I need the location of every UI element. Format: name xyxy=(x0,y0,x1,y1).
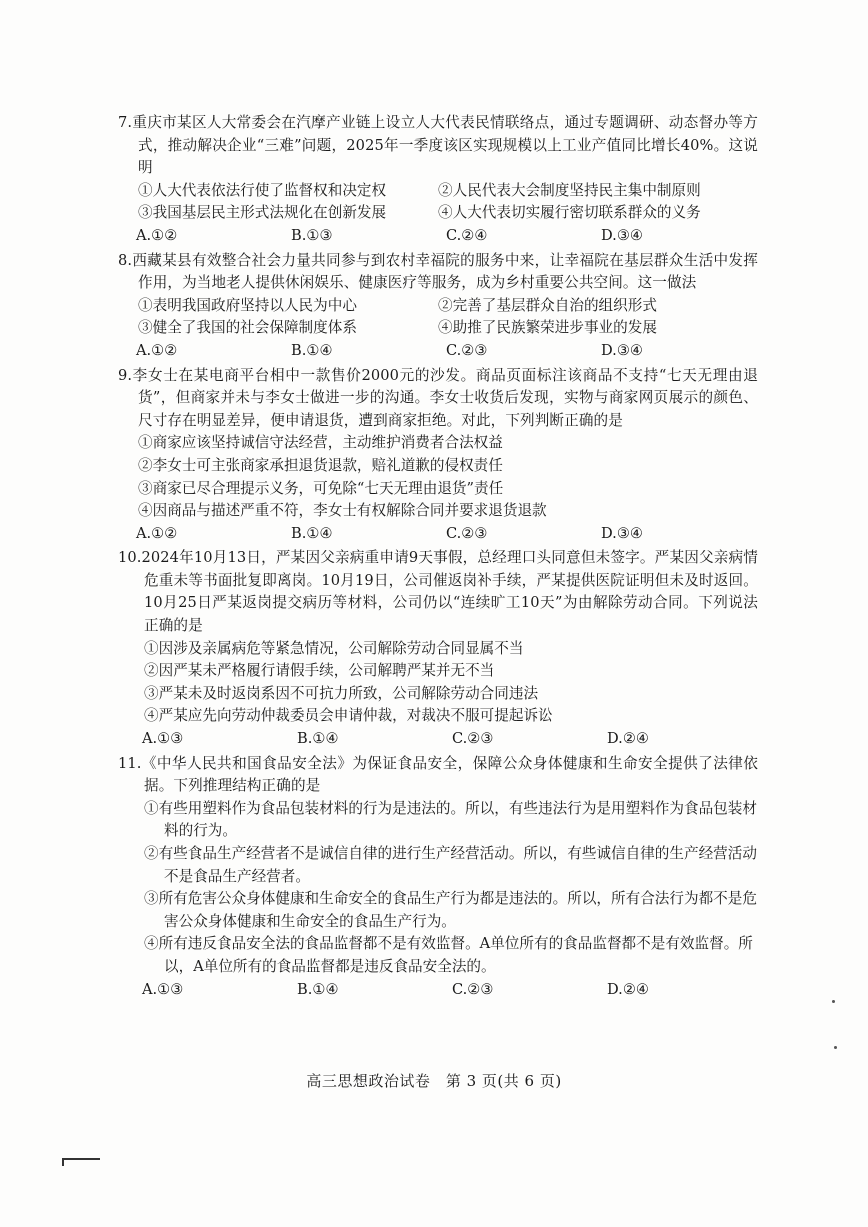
statement-3: ③所有危害公众身体健康和生命安全的食品生产行为都是违法的。所以，所有合法行为都不是危害公众身体健康和生命安全的食品生产行为。 xyxy=(144,890,757,930)
option-b: B.①④ xyxy=(297,980,339,998)
option-a: A.①③ xyxy=(142,980,184,998)
statement-2: ②有些食品生产经营者不是诚信自律的进行生产经营活动。所以，有些诚信自律的生产经营活动不是食品生产经营者。 xyxy=(144,845,757,885)
statement-list xyxy=(118,180,758,225)
option-d: D.③④ xyxy=(601,226,643,244)
question-stem: 11.《中华人民共和国食品安全法》为保证食品安全，保障公众身体健康和生命安全提供了法律依据。下列推理结构正确的是 xyxy=(118,754,758,795)
scan-speck xyxy=(834,1046,837,1049)
statement-2: ②完善了基层群众自治的组织形式 xyxy=(438,296,657,314)
option-c: C.②④ xyxy=(446,226,488,244)
option-a: A.①③ xyxy=(142,730,184,748)
question-stem: 7.重庆市某区人大常委会在汽摩产业链上设立人大代表民情联络点，通过专题调研、动态督办等方式，推动解决企业“三难”问题，2025年一季度该区实现规模以上工业产值同比增长40%。这说明 xyxy=(118,114,758,177)
statement-4: ④严某应先向劳动仲裁委员会申请仲裁，对裁决不服可提起诉讼 xyxy=(144,707,553,725)
statement-3: ③健全了我国的社会保障制度体系 xyxy=(138,319,357,337)
statement-list xyxy=(118,638,758,728)
answer-options xyxy=(118,979,758,1002)
statement-2: ②李女士可主张商家承担退货退款，赔礼道歉的侵权责任 xyxy=(138,456,503,474)
question-11 xyxy=(118,753,758,1002)
scan-speck xyxy=(832,1000,835,1003)
statement-2: ②因严某未严格履行请假手续，公司解聘严某并无不当 xyxy=(144,662,495,680)
statement-1: ①人大代表依法行使了监督权和决定权 xyxy=(138,181,387,199)
statement-4: ④助推了民族繁荣进步事业的发展 xyxy=(438,319,657,337)
statement-3: ③严某未及时返岗系因不可抗力所致，公司解除劳动合同违法 xyxy=(144,684,539,702)
option-b: B.①④ xyxy=(297,730,339,748)
answer-options xyxy=(118,728,758,751)
statement-2: ②人民代表大会制度坚持民主集中制原则 xyxy=(438,181,701,199)
option-c: C.②③ xyxy=(446,341,488,359)
statement-list xyxy=(118,432,758,522)
option-a: A.①② xyxy=(136,524,178,542)
question-list xyxy=(118,112,758,1003)
question-9 xyxy=(118,365,758,546)
statement-1: ①表明我国政府坚持以人民为中心 xyxy=(138,296,357,314)
question-10 xyxy=(118,547,758,750)
option-a: A.①② xyxy=(136,341,178,359)
option-c: C.②③ xyxy=(452,730,494,748)
option-b: B.①③ xyxy=(291,226,333,244)
statement-list xyxy=(118,798,758,979)
option-b: B.①④ xyxy=(291,341,333,359)
answer-options xyxy=(118,340,758,363)
statement-1: ①有些用塑料作为食品包装材料的行为是违法的。所以，有些违法行为是用塑料作为食品包装材料的行为。 xyxy=(144,799,757,840)
option-d: D.③④ xyxy=(601,341,643,359)
question-8 xyxy=(118,250,758,363)
option-d: D.②④ xyxy=(607,980,649,998)
question-stem: 8.西藏某县有效整合社会力量共同参与到农村幸福院的服务中来，让幸福院在基层群众生活中发挥作用，为当地老人提供休闲娱乐、健康医疗等服务，成为乡村重要公共空间。这一做法 xyxy=(118,251,758,292)
option-a: A.①② xyxy=(136,226,178,244)
option-d: D.③④ xyxy=(601,524,643,542)
answer-options xyxy=(118,523,758,546)
option-c: C.②③ xyxy=(446,524,488,542)
question-7 xyxy=(118,112,758,248)
scan-edge-mark xyxy=(62,1158,100,1166)
statement-1: ①因涉及亲属病危等紧急情况，公司解除劳动合同显属不当 xyxy=(144,639,524,657)
answer-options xyxy=(118,225,758,248)
page-footer: 高三思想政治试卷 第 3 页(共 6 页) xyxy=(306,1072,562,1090)
option-d: D.②④ xyxy=(607,730,649,748)
statement-list xyxy=(118,295,758,340)
statement-4: ④所有违反食品安全法的食品监督都不是有效监督。A单位所有的食品监督都不是有效监督。所以，A单位所有的食品监督都是违反食品安全法的。 xyxy=(144,935,753,975)
statement-3: ③我国基层民主形式法规化在创新发展 xyxy=(138,204,387,222)
statement-3: ③商家已尽合理提示义务，可免除“七天无理由退货”责任 xyxy=(138,479,504,497)
question-stem: 9.李女士在某电商平台相中一款售价2000元的沙发。商品页面标注该商品不支持“七天无理由退货”，但商家并未与李女士做进一步的沟通。李女士收货后发现，实物与商家网页展示的颜色、尺寸存在明显差异，便申请退货，遭到商家拒绝。对此，下列判断正确的是 xyxy=(118,366,758,429)
statement-1: ①商家应该坚持诚信守法经营，主动维护消费者合法权益 xyxy=(138,434,503,452)
option-b: B.①④ xyxy=(291,524,333,542)
option-c: C.②③ xyxy=(452,980,494,998)
question-stem: 10.2024年10月13日，严某因父亲病重申请9天事假，总经理口头同意但未签字。严某因父亲病情危重未等书面批复即离岗。10月19日，公司催返岗补手续，严某提供医院证明但未及时返回。10月25日严某返岗提交病历等材料，公司仍以“连续旷工10天”为由解除劳动合同。下列说法正确的是 xyxy=(118,549,758,635)
statement-4: ④人大代表切实履行密切联系群众的义务 xyxy=(438,204,701,222)
statement-4: ④因商品与描述严重不符，李女士有权解除合同并要求退货退款 xyxy=(138,502,547,520)
